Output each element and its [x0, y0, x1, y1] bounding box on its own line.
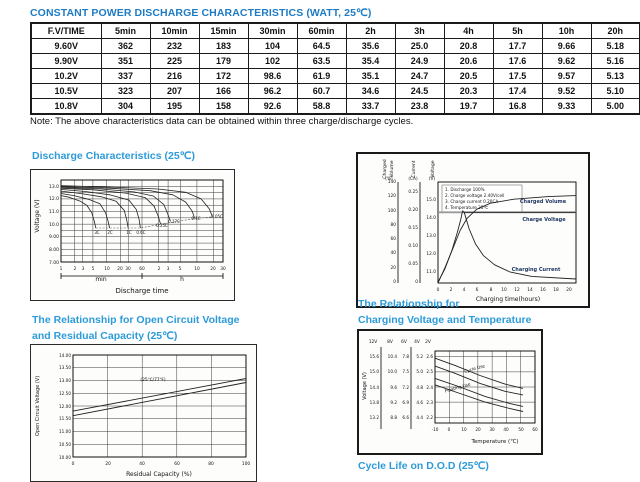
value-cell: 33.7 — [346, 99, 395, 115]
charge-characteristics-chart — [358, 154, 588, 306]
chart-label: 4 — [462, 288, 466, 293]
value-cell: 19.7 — [444, 99, 493, 115]
chart-label: 80 — [208, 462, 214, 467]
discharge-chart-box — [30, 169, 235, 301]
value-cell: 24.5 — [395, 84, 444, 99]
value-cell: 96.2 — [248, 84, 297, 99]
chart-label: h — [180, 276, 184, 283]
chart-label: 10 — [194, 267, 200, 272]
chart-label: 14.4 — [369, 385, 379, 390]
page-title: CONSTANT POWER DISCHARGE CHARACTERISTICS (WATT, 25℃) — [30, 7, 372, 19]
value-cell: 5.18 — [591, 39, 640, 54]
value-cell: 17.6 — [493, 54, 542, 69]
value-cell: 158 — [199, 99, 248, 115]
chart-label: 0.20 — [408, 208, 418, 213]
open-circuit-voltage-chart — [31, 345, 256, 481]
chart-label: 12V — [368, 340, 378, 345]
chart-label: 20 — [117, 267, 123, 272]
chart-label: 2.5 — [426, 369, 433, 374]
chart-label: 18 — [553, 288, 559, 293]
chart-label: 0.17C — [168, 219, 180, 224]
constant-power-discharge-table — [30, 22, 640, 115]
chart-label: Charged Volume — [519, 199, 567, 205]
chart-label: Voltage (V) — [362, 372, 368, 400]
section-heading-ocv-line2: and Residual Capacity (25℃) — [32, 330, 178, 342]
chart-label: 30 — [125, 267, 131, 272]
value-cell: 61.9 — [297, 69, 346, 84]
chart-label: Volume — [390, 160, 395, 178]
chart-label: 10 — [461, 427, 467, 432]
chart-label: 7.8 — [402, 354, 409, 359]
value-cell: 35.4 — [346, 54, 395, 69]
chart-label: Cycle Use — [464, 364, 486, 375]
discharge-characteristics-chart — [31, 170, 234, 300]
chart-label: 0 — [447, 427, 451, 432]
value-cell: 9.57 — [542, 69, 591, 84]
chart-label: 3 — [166, 267, 170, 272]
value-cell: 225 — [150, 54, 199, 69]
value-cell: 63.5 — [297, 54, 346, 69]
column-header: 4h — [444, 23, 493, 39]
chart-label: 14.00 — [59, 353, 71, 358]
chart-label: 8.8 — [390, 415, 397, 420]
chart-label: (CA) — [408, 177, 418, 182]
chart-label: Charge Voltage — [522, 217, 566, 223]
section-heading-ocv-line1: The Relationship for Open Circuit Voltage — [32, 314, 240, 326]
chart-label: 13.8 — [369, 400, 379, 405]
value-cell: 64.5 — [297, 39, 346, 54]
value-cell: 98.6 — [248, 69, 297, 84]
chart-label: 0 — [436, 288, 440, 293]
chart-label: 2V — [425, 340, 431, 345]
chart-label: Discharge time — [115, 287, 169, 295]
charge-chart-box — [356, 152, 590, 308]
chart-label: 7.5 — [402, 369, 409, 374]
value-cell: 20.3 — [444, 84, 493, 99]
value-cell: 20.6 — [444, 54, 493, 69]
chart-label: 7.2 — [402, 385, 409, 390]
chart-label: 20 — [210, 267, 216, 272]
chart-label: 13.50 — [59, 365, 71, 370]
value-cell: 35.1 — [346, 69, 395, 84]
chart-label: 140 — [387, 180, 396, 185]
chart-label: -10 — [431, 427, 439, 432]
value-cell: 9.33 — [542, 99, 591, 115]
section-heading-discharge: Discharge Characteristics (25℃) — [32, 150, 195, 162]
value-cell: 25.0 — [395, 39, 444, 54]
chart-label: 40 — [503, 427, 509, 432]
chart-label: 0.1C — [191, 216, 201, 221]
value-cell: 17.4 — [493, 84, 542, 99]
section-heading-charging-temp-line1: The Relationship for — [358, 298, 460, 310]
chart-label: 0.25 — [408, 190, 418, 195]
value-cell: 20.5 — [444, 69, 493, 84]
chart-label: 5.2 — [416, 354, 423, 359]
value-cell: 60.7 — [297, 84, 346, 99]
chart-label: 9.00 — [48, 235, 59, 240]
chart-label: Residual Capacity (%) — [126, 471, 192, 478]
chart-label: 10 — [104, 267, 110, 272]
chart-label: 12.50 — [59, 391, 71, 396]
chart-label: 2C — [107, 230, 113, 235]
chart-label: 15.0 — [369, 369, 379, 374]
chart-label: 12 — [514, 288, 520, 293]
column-header: 30min — [248, 23, 297, 39]
chart-label: 8V — [387, 340, 393, 345]
chart-label: Voltage (V) — [34, 199, 41, 233]
ocv-chart-box — [30, 344, 257, 482]
value-cell: 24.7 — [395, 69, 444, 84]
chart-label: 4.4 — [416, 415, 423, 420]
chart-label: 11.50 — [59, 416, 71, 421]
chart-label: 10.50 — [59, 442, 71, 447]
section-heading-charging-temp-line2: Charging Voltage and Temperature — [358, 314, 532, 326]
value-cell: 172 — [199, 69, 248, 84]
chart-label: 2.3 — [426, 400, 433, 405]
column-header: 5min — [101, 23, 150, 39]
column-header: 3h — [395, 23, 444, 39]
chart-label: 13.2 — [369, 415, 379, 420]
chart-label: 12.0 — [426, 252, 436, 257]
chart-label: 4V — [414, 340, 420, 345]
column-header: 10min — [150, 23, 199, 39]
table-row — [31, 84, 640, 99]
value-cell: 5.00 — [591, 99, 640, 115]
value-cell: 5.13 — [591, 69, 640, 84]
chart-label: 60 — [532, 427, 538, 432]
value-cell: 232 — [150, 39, 199, 54]
chart-label: 14 — [527, 288, 533, 293]
chart-label: Charging time(hours) — [475, 296, 541, 303]
value-cell: 5.16 — [591, 54, 640, 69]
chart-label: 10.0 — [387, 369, 397, 374]
chart-label: 30 — [220, 267, 226, 272]
chart-label: 13.00 — [59, 378, 71, 383]
chart-label: 2.2 — [426, 415, 433, 420]
chart-label: 15.6 — [369, 354, 379, 359]
chart-label: 120 — [387, 194, 396, 199]
chart-label: (%) — [385, 177, 393, 182]
value-cell: 323 — [101, 84, 150, 99]
row-header-cell: 10.2V — [31, 69, 101, 84]
chart-label: 80 — [390, 223, 396, 228]
chart-label: 2. Charge voltage 2.40V/cell — [445, 193, 505, 198]
chart-label: 8.00 — [48, 248, 59, 253]
charging-temp-chart-box — [357, 329, 543, 455]
chart-label: 9.2 — [390, 400, 397, 405]
chart-label: 0 — [393, 280, 396, 285]
charging-voltage-temperature-chart — [359, 331, 541, 453]
chart-label: 2 — [157, 267, 161, 272]
value-cell: 9.52 — [542, 84, 591, 99]
chart-label: 8 — [489, 288, 493, 293]
chart-label: 0.6C — [136, 230, 146, 235]
chart-label: Temperature (℃) — [471, 439, 519, 445]
chart-label: 12.00 — [59, 404, 71, 409]
chart-label: 30 — [489, 427, 495, 432]
chart-label: 3. Charge current 0.20CA — [445, 199, 499, 204]
chart-label: 1. Discharge 100% — [445, 187, 485, 192]
note-text: Note: The above characteristics data can be obtained within three charge/discharge cycles. — [30, 116, 414, 127]
chart-label: 4.6 — [416, 400, 423, 405]
column-header: 5h — [493, 23, 542, 39]
column-header: 2h — [346, 23, 395, 39]
column-header: 10h — [542, 23, 591, 39]
chart-label: 11.0 — [48, 210, 59, 215]
value-cell: 34.6 — [346, 84, 395, 99]
chart-label: 20 — [390, 266, 396, 271]
chart-label: Charged — [383, 159, 388, 179]
chart-label: 0 — [415, 280, 418, 285]
chart-label: 2.6 — [426, 354, 433, 359]
chart-label: 20 — [566, 288, 572, 293]
column-header: F.V/TIME — [31, 23, 101, 39]
chart-label: 3 — [81, 267, 85, 272]
value-cell: 9.66 — [542, 39, 591, 54]
chart-label: 7.00 — [48, 261, 59, 266]
value-cell: 23.8 — [395, 99, 444, 115]
chart-label: 6 — [475, 288, 479, 293]
chart-label: 100 — [387, 209, 396, 214]
chart-label: 9.6 — [390, 385, 397, 390]
row-header-cell: 10.8V — [31, 99, 101, 115]
value-cell: 362 — [101, 39, 150, 54]
chart-label: 6V — [401, 340, 407, 345]
chart-label: Current — [412, 160, 417, 178]
value-cell: 58.8 — [297, 99, 346, 115]
chart-label: 11.0 — [426, 270, 436, 275]
value-cell: 24.9 — [395, 54, 444, 69]
chart-label: Voltage — [431, 160, 436, 178]
chart-label: 4. Temperature 25℃ — [445, 205, 489, 210]
chart-label: 40 — [390, 251, 396, 256]
value-cell: 104 — [248, 39, 297, 54]
value-cell: 304 — [101, 99, 150, 115]
row-header-cell: 9.90V — [31, 54, 101, 69]
chart-label: 5 — [178, 267, 182, 272]
chart-label: 13.0 — [426, 234, 436, 239]
chart-label: 20 — [475, 427, 481, 432]
chart-label: 10.0 — [48, 223, 59, 228]
value-cell: 5.10 — [591, 84, 640, 99]
chart-label: 0.05 — [408, 262, 418, 267]
value-cell: 195 — [150, 99, 199, 115]
chart-label: 10.4 — [387, 354, 397, 359]
row-header-cell: 9.60V — [31, 39, 101, 54]
chart-label: (V) — [428, 177, 436, 182]
chart-label: Floating Use — [444, 382, 472, 395]
chart-label: 15.0 — [426, 198, 436, 203]
chart-label: 0 — [71, 462, 75, 467]
chart-label: 0.05C — [211, 214, 223, 219]
value-cell: 9.62 — [542, 54, 591, 69]
chart-label: 11.00 — [59, 429, 71, 434]
chart-label: 3C — [94, 230, 100, 235]
chart-label: 0.10 — [408, 244, 418, 249]
section-heading-cycle-life: Cycle Life on D.O.D (25℃) — [358, 460, 489, 472]
chart-label: 50 — [518, 427, 524, 432]
value-cell: 207 — [150, 84, 199, 99]
chart-label: 6.6 — [402, 415, 409, 420]
chart-label: Open Circuit Voltage (V) — [35, 375, 41, 437]
value-cell: 337 — [101, 69, 150, 84]
chart-label: 60 — [139, 267, 145, 272]
column-header: 60min — [297, 23, 346, 39]
chart-label: 40 — [139, 462, 145, 467]
chart-label: 4.8 — [416, 385, 423, 390]
table-row — [31, 69, 640, 84]
chart-label: 13.0 — [48, 185, 59, 190]
chart-label: 5.0 — [416, 369, 423, 374]
table-header-row — [31, 23, 640, 39]
chart-label: 16 — [540, 288, 546, 293]
value-cell: 17.7 — [493, 39, 542, 54]
chart-label: 0.25C — [156, 223, 168, 228]
value-cell: 102 — [248, 54, 297, 69]
value-cell: 179 — [199, 54, 248, 69]
table-row — [31, 39, 640, 54]
value-cell: 92.6 — [248, 99, 297, 115]
chart-label: 100 — [241, 462, 251, 467]
chart-label: 1C — [126, 230, 132, 235]
chart-label: 5 — [91, 267, 95, 272]
chart-label: 14.0 — [426, 216, 436, 221]
column-header: 20h — [591, 23, 640, 39]
value-cell: 35.6 — [346, 39, 395, 54]
chart-label: 10 — [501, 288, 507, 293]
value-cell: 183 — [199, 39, 248, 54]
chart-label: 1 — [59, 267, 63, 272]
column-header: 15min — [199, 23, 248, 39]
chart-label: 2 — [73, 267, 77, 272]
chart-label: 2.4 — [426, 385, 433, 390]
table-row — [31, 99, 640, 115]
value-cell: 16.8 — [493, 99, 542, 115]
row-header-cell: 10.5V — [31, 84, 101, 99]
chart-label: 12.0 — [48, 197, 59, 202]
value-cell: 351 — [101, 54, 150, 69]
chart-label: 10.00 — [59, 455, 71, 460]
chart-label: (25℃/77℉) — [140, 378, 166, 383]
value-cell: 20.8 — [444, 39, 493, 54]
chart-label: 0.15 — [408, 226, 418, 231]
chart-label: Charging Current — [511, 267, 561, 273]
value-cell: 166 — [199, 84, 248, 99]
value-cell: 216 — [150, 69, 199, 84]
chart-label: 60 — [174, 462, 180, 467]
value-cell: 17.5 — [493, 69, 542, 84]
chart-label: min — [95, 276, 107, 283]
chart-label: 60 — [390, 237, 396, 242]
table-row — [31, 54, 640, 69]
chart-label: 6.9 — [402, 400, 409, 405]
chart-label: 20 — [105, 462, 111, 467]
chart-label: 2 — [449, 288, 453, 293]
